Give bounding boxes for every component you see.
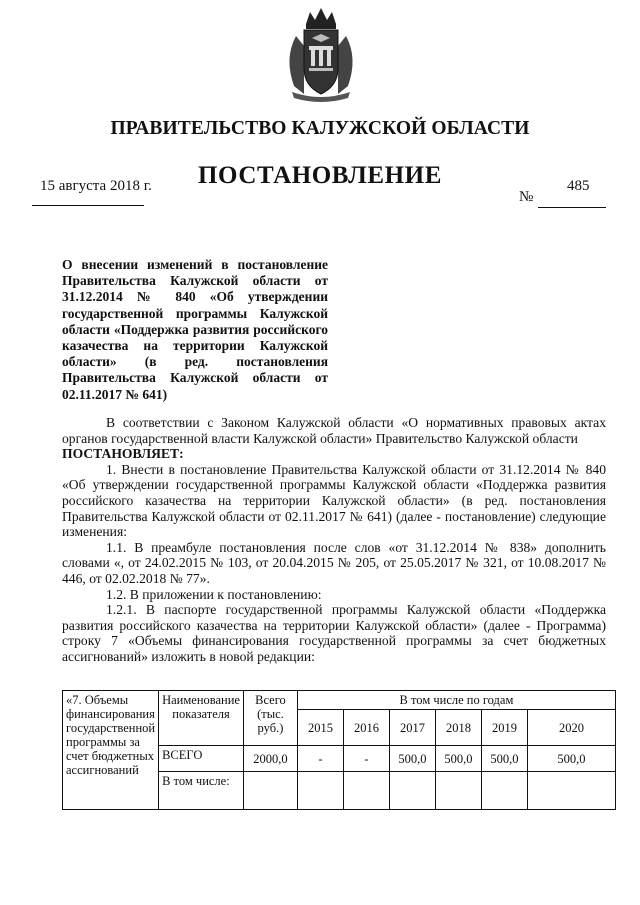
document-body: [62, 415, 606, 665]
date-underline: [32, 205, 144, 206]
coat-of-arms-icon: [282, 6, 360, 102]
year-value: -: [343, 746, 389, 772]
total-row-label: ВСЕГО: [159, 746, 244, 772]
year-value: -: [297, 746, 343, 772]
number-underline: [538, 207, 606, 208]
resolves-heading: ПОСТАНОВЛЯЕТ:: [62, 446, 184, 462]
document-date: 15 августа 2018 г.: [40, 178, 152, 194]
financing-table: [62, 690, 616, 810]
year-header: 2015: [297, 710, 343, 746]
year-value: 500,0: [481, 746, 527, 772]
empty-cell: [297, 772, 343, 810]
item-1-paragraph: 1. Внести в постановление Правительства Калужской области от 31.12.2014 № 840 «Об утверждении государственной программы Калужской области «Поддержка развития российского казачества на территории Калужской области» (в ред. постановления Правительства Калужской области от 02.11.2017 № 641) (далее - постановление) следующие изменения:: [62, 461, 606, 540]
year-header: 2018: [435, 710, 481, 746]
year-value: 500,0: [435, 746, 481, 772]
column-header-total: Всего (тыс. руб.): [243, 691, 297, 746]
column-header-years-group: В том числе по годам: [297, 691, 615, 710]
year-value: 500,0: [389, 746, 435, 772]
total-row-value: 2000,0: [243, 746, 297, 772]
government-title: ПРАВИТЕЛЬСТВО КАЛУЖСКОЙ ОБЛАСТИ: [110, 118, 530, 139]
year-header: 2019: [481, 710, 527, 746]
document-type-title: ПОСТАНОВЛЕНИЕ: [197, 162, 443, 189]
item-1-2-paragraph: 1.2. В приложении к постановлению:: [106, 586, 322, 602]
empty-cell: [481, 772, 527, 810]
empty-cell: [435, 772, 481, 810]
empty-cell: [527, 772, 615, 810]
preamble-paragraph: В соответствии с Законом Калужской области «О нормативных правовых актах органов государственной власти Калужской области» Правительство Калужской области: [62, 415, 606, 446]
empty-cell: [243, 772, 297, 810]
year-header: 2016: [343, 710, 389, 746]
document-subject: О внесении изменений в постановление Правительства Калужской области от 31.12.2014 № 840 «Об утверждении государственной программы Калужской области «Поддержка развития российского казачества на территории Калужской области» (в ред. постановления Правительства Калужской области от 02.11.2017 № 641): [62, 257, 328, 402]
number-sign: №: [519, 189, 534, 205]
year-header: 2020: [527, 710, 615, 746]
year-header: 2017: [389, 710, 435, 746]
empty-cell: [389, 772, 435, 810]
empty-cell: [343, 772, 389, 810]
column-header-name: Наименование показателя: [159, 691, 244, 746]
including-row-label: В том числе:: [159, 772, 244, 810]
item-1-2-1-paragraph: 1.2.1. В паспорте государственной программы Калужской области «Поддержка развития российского казачества на территории Калужской области» (далее - Программа) строку 7 «Объемы финансирования государственной программы за счет бюджетных ассигнований» изложить в новой редакции:: [62, 602, 606, 664]
row-label-cell: «7. Объемы финансирования государственной программы за счет бюджетных ассигнований: [63, 691, 159, 810]
document-number: 485: [567, 178, 590, 194]
year-value: 500,0: [527, 746, 615, 772]
item-1-1-paragraph: 1.1. В преамбуле постановления после слов «от 31.12.2014 № 838» дополнить словами «, от 24.02.2015 № 103, от 20.04.2015 № 205, от 25.05.2017 № 321, от 10.08.2017 № 446, от 02.02.2018 № 77».: [62, 539, 606, 586]
